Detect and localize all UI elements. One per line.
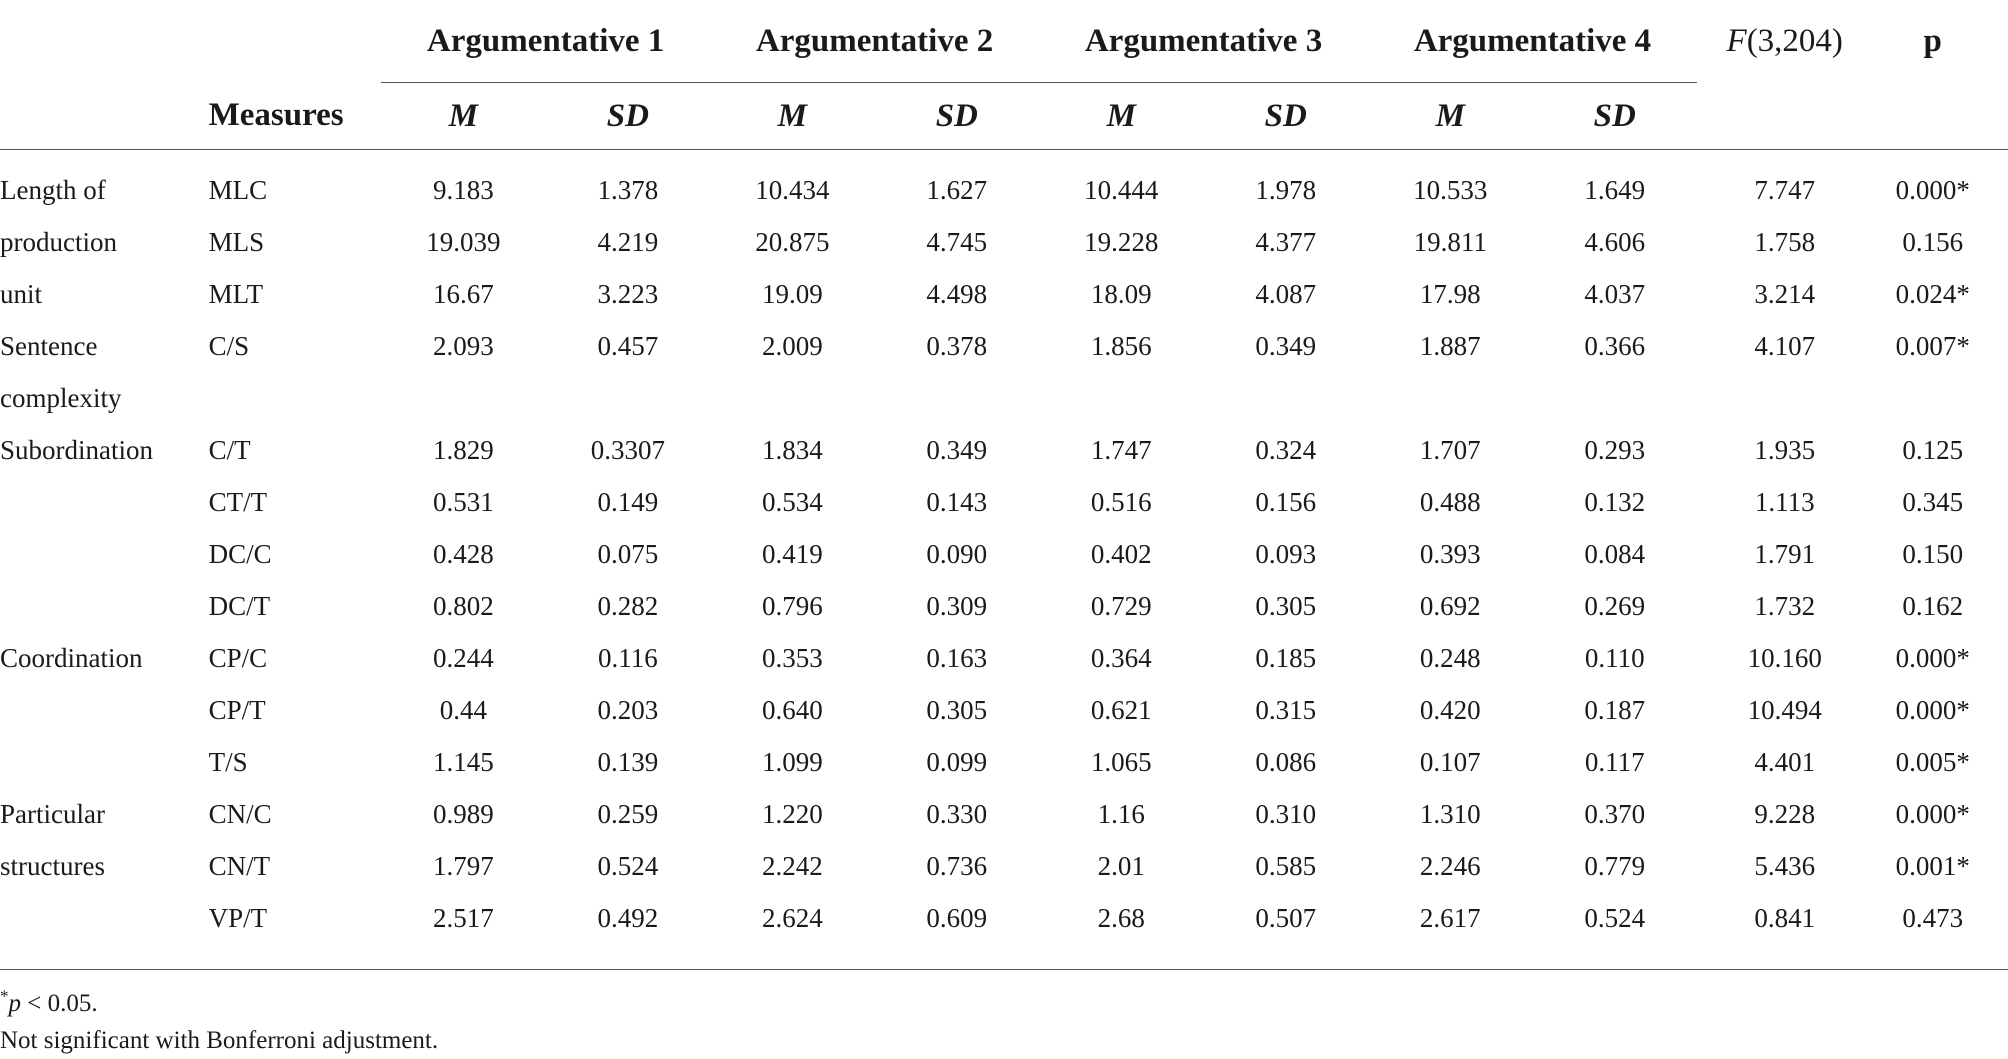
gap-cell <box>1697 580 1712 632</box>
note-significance <box>0 985 438 1022</box>
arg1-sd-cell: 4.219 <box>597 226 659 257</box>
measures-header: Measures <box>208 97 344 134</box>
measure-cell: CT/T <box>208 486 268 517</box>
category-cell <box>0 684 209 736</box>
arg4-sd-cell: 4.037 <box>1584 278 1646 309</box>
arg1-sd-cell: 0.149 <box>597 486 659 517</box>
category-cell <box>0 580 209 632</box>
arg3-sd-cell: 0.156 <box>1255 486 1317 517</box>
p-value-cell: 0.473 <box>1902 902 1964 933</box>
category-cell <box>0 528 209 580</box>
gap-cell <box>1697 372 1712 424</box>
arg4-sd-cell: 4.606 <box>1584 226 1646 257</box>
arg3-mean-cell: 2.01 <box>1097 850 1145 881</box>
arg1-sd-cell: 0.259 <box>597 798 659 829</box>
column-group-header: Argumentative 3 <box>1039 0 1368 83</box>
arg2-mean-cell: 0.419 <box>761 538 823 569</box>
arg4-mean-cell: 0.393 <box>1419 538 1481 569</box>
arg4-mean-cell: 10.533 <box>1413 174 1488 205</box>
category-cell <box>0 892 209 944</box>
arg1-mean-cell <box>381 372 545 424</box>
gap-cell <box>1697 164 1712 216</box>
arg3-mean-cell: 0.621 <box>1090 694 1152 725</box>
sd-header: SD <box>1593 97 1636 134</box>
arg2-mean-cell: 1.834 <box>761 434 823 465</box>
arg1-sd-cell: 0.203 <box>597 694 659 725</box>
measure-cell: C/S <box>208 330 250 361</box>
arg4-sd-cell: 0.117 <box>1584 746 1645 777</box>
arg4-sd-cell: 0.187 <box>1584 694 1646 725</box>
f-value-cell: 7.747 <box>1754 174 1816 205</box>
arg3-sd-cell: 0.315 <box>1255 694 1317 725</box>
arg2-sd-cell: 0.309 <box>926 590 988 621</box>
arg1-mean-cell: 0.989 <box>432 798 494 829</box>
arg2-mean-cell: 0.534 <box>761 486 823 517</box>
arg1-mean-cell: 2.517 <box>432 902 494 933</box>
gap-cell <box>1697 736 1712 788</box>
arg4-mean-cell: 0.248 <box>1419 642 1481 673</box>
arg3-sd-cell <box>1204 372 1368 424</box>
p-value-cell: 0.000* <box>1895 174 1970 205</box>
gap-cell <box>1697 684 1712 736</box>
gap-cell <box>1697 840 1712 892</box>
measure-cell: DC/T <box>208 590 271 621</box>
arg4-sd-cell: 0.524 <box>1584 902 1646 933</box>
measure-cell: MLT <box>208 278 264 309</box>
arg4-sd-cell: 0.084 <box>1584 538 1646 569</box>
measure-cell: CN/C <box>208 798 272 829</box>
sd-header: SD <box>606 97 649 134</box>
f-value-cell: 1.758 <box>1754 226 1816 257</box>
arg3-mean-cell: 1.856 <box>1090 330 1152 361</box>
arg3-sd-cell: 0.349 <box>1255 330 1317 361</box>
arg4-sd-cell: 0.779 <box>1584 850 1646 881</box>
arg4-mean-cell: 1.310 <box>1419 798 1481 829</box>
mean-header: M <box>448 97 479 134</box>
measure-cell <box>209 372 382 424</box>
gap-cell <box>1697 892 1712 944</box>
arg3-sd-cell: 0.305 <box>1255 590 1317 621</box>
arg2-sd-cell: 0.349 <box>926 434 988 465</box>
measure-cell: C/T <box>208 434 251 465</box>
category-cell: unit <box>0 278 43 309</box>
arg2-sd-cell: 0.330 <box>926 798 988 829</box>
category-cell: Particular <box>0 798 105 829</box>
arg4-sd-cell: 0.269 <box>1584 590 1646 621</box>
arg4-mean-cell: 19.811 <box>1413 226 1487 257</box>
arg1-sd-cell: 0.3307 <box>590 434 665 465</box>
arg2-sd-cell: 1.627 <box>926 174 988 205</box>
arg1-mean-cell: 2.093 <box>432 330 494 361</box>
f-value-cell <box>1712 372 1857 424</box>
arg3-mean-cell: 10.444 <box>1084 174 1159 205</box>
arg2-sd-cell: 0.090 <box>926 538 988 569</box>
arg1-mean-cell: 16.67 <box>432 278 494 309</box>
arg1-mean-cell: 1.829 <box>432 434 494 465</box>
table-row <box>0 632 2008 684</box>
arg3-mean-cell: 0.364 <box>1090 642 1152 673</box>
f-value-cell: 3.214 <box>1754 278 1816 309</box>
category-cell: Length of <box>0 174 106 205</box>
header-gap-2 <box>1697 83 1712 150</box>
arg2-sd-cell: 0.143 <box>926 486 988 517</box>
arg1-sd-cell: 0.492 <box>597 902 659 933</box>
header-row-groups <box>0 0 2008 83</box>
sd-header: SD <box>935 97 978 134</box>
p-value-cell: 0.150 <box>1902 538 1964 569</box>
arg2-sd-cell: 0.305 <box>926 694 988 725</box>
arg3-mean-cell: 1.747 <box>1090 434 1152 465</box>
measure-cell: CP/T <box>208 694 266 725</box>
table-header <box>0 0 2008 164</box>
arg2-mean-cell: 2.624 <box>761 902 823 933</box>
p-value-cell: 0.125 <box>1902 434 1964 465</box>
header-empty-category-2 <box>0 83 209 150</box>
arg1-mean-cell: 0.244 <box>432 642 494 673</box>
f-value-cell: 1.732 <box>1754 590 1816 621</box>
mean-header: M <box>777 97 807 134</box>
p-value-cell: 0.000* <box>1895 642 1970 673</box>
category-cell <box>0 736 209 788</box>
p-value-cell <box>1857 372 2008 424</box>
arg1-mean-cell: 9.183 <box>432 174 494 205</box>
f-header-italic: F <box>1726 22 1747 59</box>
column-group-header: Argumentative 2 <box>710 0 1039 83</box>
category-cell: Subordination <box>0 434 153 465</box>
arg4-sd-cell <box>1533 372 1697 424</box>
category-cell: production <box>0 226 117 257</box>
arg1-sd-cell: 0.457 <box>597 330 659 361</box>
arg2-mean-cell: 2.242 <box>761 850 823 881</box>
arg1-sd-cell: 0.075 <box>597 538 659 569</box>
p-value-cell: 0.000* <box>1895 798 1970 829</box>
measure-cell: MLS <box>208 226 265 257</box>
header-empty-f <box>1712 83 1857 150</box>
arg2-mean-cell: 2.009 <box>761 330 823 361</box>
arg3-sd-cell: 0.507 <box>1255 902 1317 933</box>
f-value-cell: 5.436 <box>1754 850 1816 881</box>
table-body <box>0 164 2008 944</box>
arg2-mean-cell: 1.220 <box>761 798 823 829</box>
f-value-cell: 1.113 <box>1754 486 1815 517</box>
arg4-mean-cell: 0.107 <box>1419 746 1481 777</box>
p-value-cell: 0.001* <box>1895 850 1970 881</box>
gap-cell <box>1697 476 1712 528</box>
arg3-sd-cell: 0.324 <box>1255 434 1317 465</box>
arg4-mean-cell: 0.488 <box>1419 486 1481 517</box>
f-statistic-header <box>1712 0 1857 83</box>
arg2-sd-cell: 0.163 <box>926 642 988 673</box>
mean-header: M <box>1435 97 1465 134</box>
arg1-sd-cell <box>546 372 710 424</box>
arg1-sd-cell: 0.116 <box>597 642 658 673</box>
arg3-mean-cell <box>1039 372 1203 424</box>
arg3-mean-cell: 2.68 <box>1097 902 1145 933</box>
arg2-mean-cell: 10.434 <box>755 174 830 205</box>
measure-cell: DC/C <box>208 538 272 569</box>
table-row <box>0 424 2008 476</box>
arg3-mean-cell: 0.516 <box>1090 486 1152 517</box>
table-row <box>0 892 2008 944</box>
arg4-sd-cell: 0.370 <box>1584 798 1646 829</box>
p-value-cell: 0.007* <box>1895 330 1970 361</box>
arg4-sd-cell: 0.110 <box>1584 642 1645 673</box>
arg1-sd-cell: 0.282 <box>597 590 659 621</box>
arg3-mean-cell: 0.402 <box>1090 538 1152 569</box>
note-threshold: < 0.05. <box>21 990 98 1017</box>
header-empty-category <box>0 0 209 83</box>
arg2-mean-cell: 20.875 <box>755 226 830 257</box>
arg4-mean-cell: 2.617 <box>1419 902 1481 933</box>
gap-cell <box>1697 788 1712 840</box>
arg1-mean-cell: 0.44 <box>439 694 487 725</box>
measure-cell: MLC <box>208 174 268 205</box>
note-star: * <box>0 986 9 1006</box>
f-value-cell: 4.401 <box>1754 746 1816 777</box>
arg1-mean-cell: 0.802 <box>432 590 494 621</box>
table-row <box>0 476 2008 528</box>
measure-cell: CN/T <box>208 850 271 881</box>
category-cell: Sentence <box>0 330 98 361</box>
header-gap <box>1697 0 1712 83</box>
table-row <box>0 684 2008 736</box>
note-p-symbol: p <box>8 990 21 1017</box>
category-cell: Coordination <box>0 642 143 673</box>
arg2-sd-cell: 0.609 <box>926 902 988 933</box>
arg2-mean-cell: 0.640 <box>761 694 823 725</box>
header-empty-measures <box>209 0 382 83</box>
header-row-subcolumns <box>0 83 2008 150</box>
arg2-sd-cell <box>875 372 1039 424</box>
f-value-cell: 1.791 <box>1754 538 1816 569</box>
table-row <box>0 788 2008 840</box>
p-value-cell: 0.345 <box>1902 486 1964 517</box>
arg1-mean-cell: 0.428 <box>432 538 494 569</box>
f-value-cell: 4.107 <box>1754 330 1816 361</box>
f-value-cell: 9.228 <box>1754 798 1816 829</box>
arg4-sd-cell: 1.649 <box>1584 174 1646 205</box>
arg1-mean-cell: 1.145 <box>432 746 494 777</box>
f-value-cell: 1.935 <box>1754 434 1816 465</box>
arg4-sd-cell: 0.132 <box>1584 486 1646 517</box>
arg4-mean-cell: 0.420 <box>1419 694 1481 725</box>
table-row <box>0 268 2008 320</box>
category-cell <box>0 476 209 528</box>
arg2-sd-cell: 0.378 <box>926 330 988 361</box>
table-row <box>0 528 2008 580</box>
column-group-header: Argumentative 1 <box>381 0 710 83</box>
arg2-mean-cell: 19.09 <box>761 278 823 309</box>
arg3-sd-cell: 0.086 <box>1255 746 1317 777</box>
arg2-sd-cell: 4.498 <box>926 278 988 309</box>
arg1-mean-cell: 19.039 <box>426 226 501 257</box>
gap-cell <box>1697 632 1712 684</box>
arg1-sd-cell: 3.223 <box>597 278 659 309</box>
arg1-sd-cell: 0.524 <box>597 850 659 881</box>
arg2-mean-cell: 0.796 <box>761 590 823 621</box>
mean-header: M <box>1106 97 1136 134</box>
arg3-mean-cell: 1.16 <box>1097 798 1145 829</box>
arg4-mean-cell: 1.887 <box>1419 330 1481 361</box>
arg3-mean-cell: 18.09 <box>1090 278 1152 309</box>
arg3-sd-cell: 0.185 <box>1255 642 1317 673</box>
table-row <box>0 736 2008 788</box>
table-row <box>0 164 2008 216</box>
arg2-sd-cell: 4.745 <box>926 226 988 257</box>
f-value-cell: 10.494 <box>1747 694 1822 725</box>
arg3-mean-cell: 0.729 <box>1090 590 1152 621</box>
arg4-sd-cell: 0.366 <box>1584 330 1646 361</box>
table-row <box>0 216 2008 268</box>
measure-cell: VP/T <box>208 902 268 933</box>
arg1-mean-cell: 0.531 <box>432 486 494 517</box>
gap-cell <box>1697 216 1712 268</box>
arg3-mean-cell: 19.228 <box>1084 226 1159 257</box>
footer-rule <box>0 969 2008 970</box>
note-bonferroni: Not significant with Bonferroni adjustment. <box>0 1027 439 1054</box>
table-row <box>0 372 2008 424</box>
table-row <box>0 840 2008 892</box>
arg3-mean-cell: 1.065 <box>1090 746 1152 777</box>
p-value-cell: 0.024* <box>1895 278 1970 309</box>
arg3-sd-cell: 0.310 <box>1255 798 1317 829</box>
gap-cell <box>1697 268 1712 320</box>
gap-cell <box>1697 320 1712 372</box>
arg4-mean-cell: 17.98 <box>1419 278 1481 309</box>
f-value-cell: 10.160 <box>1747 642 1822 673</box>
arg1-mean-cell: 1.797 <box>432 850 494 881</box>
arg4-sd-cell: 0.293 <box>1584 434 1646 465</box>
p-value-cell: 0.000* <box>1895 694 1970 725</box>
arg4-mean-cell: 2.246 <box>1419 850 1481 881</box>
arg2-mean-cell: 1.099 <box>761 746 823 777</box>
measure-cell: CP/C <box>208 642 268 673</box>
arg3-sd-cell: 4.087 <box>1255 278 1317 309</box>
arg4-mean-cell: 1.707 <box>1419 434 1481 465</box>
arg3-sd-cell: 0.585 <box>1255 850 1317 881</box>
table-row <box>0 580 2008 632</box>
arg1-sd-cell: 0.139 <box>597 746 659 777</box>
category-cell: structures <box>0 850 105 881</box>
p-value-header: p <box>1923 22 1942 59</box>
f-value-cell: 0.841 <box>1754 902 1816 933</box>
column-group-header: Argumentative 4 <box>1368 0 1697 83</box>
arg2-mean-cell <box>710 372 874 424</box>
sd-header: SD <box>1264 97 1307 134</box>
arg2-sd-cell: 0.099 <box>926 746 988 777</box>
arg1-sd-cell: 1.378 <box>597 174 659 205</box>
p-value-cell: 0.156 <box>1902 226 1964 257</box>
p-value-cell: 0.005* <box>1895 746 1970 777</box>
gap-cell <box>1697 528 1712 580</box>
gap-cell <box>1697 424 1712 476</box>
table-notes <box>0 985 438 1059</box>
arg3-sd-cell: 1.978 <box>1255 174 1317 205</box>
p-value-cell: 0.162 <box>1902 590 1964 621</box>
arg3-sd-cell: 4.377 <box>1255 226 1317 257</box>
f-header-rest: (3,204) <box>1746 22 1843 59</box>
header-empty-p <box>1857 83 2008 150</box>
arg2-sd-cell: 0.736 <box>926 850 988 881</box>
arg3-sd-cell: 0.093 <box>1255 538 1317 569</box>
category-cell: complexity <box>0 382 122 413</box>
arg4-mean-cell <box>1368 372 1532 424</box>
arg4-mean-cell: 0.692 <box>1419 590 1481 621</box>
table-row <box>0 320 2008 372</box>
measure-cell: T/S <box>208 746 248 777</box>
arg2-mean-cell: 0.353 <box>761 642 823 673</box>
